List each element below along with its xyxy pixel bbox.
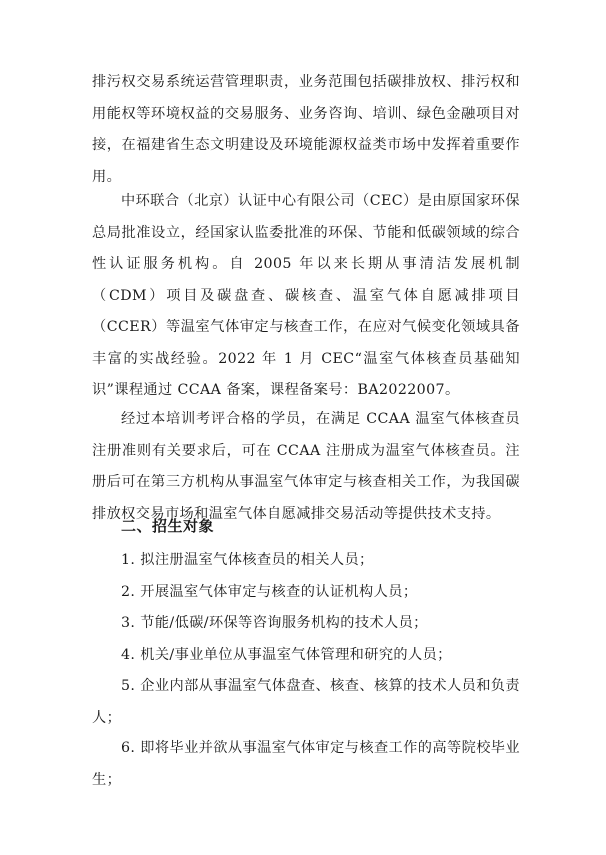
list-item: 5. 企业内部从事温室气体盘查、核查、核算的技术人员和负责人； <box>92 678 520 726</box>
paragraph-registration: 经过本培训考评合格的学员，在满足 CCAA 温室气体核查员注册准则有关要求后，可在 CCAA 注册成为温室气体核查员。注册后可在第三方机构从事温室气体审定与核查相关工作，为我国碳排放权交易市场和温室气体自愿减排交易活动等提供技术支持。 <box>92 411 520 522</box>
list-item: 1. 拟注册温室气体核查员的相关人员； <box>121 552 374 568</box>
list-item: 4. 机关/事业单位从事温室气体管理和研究的人员； <box>121 647 452 663</box>
list-item: 2. 开展温室气体审定与核查的认证机构人员； <box>121 584 418 600</box>
list-item: 6. 即将毕业并欲从事温室气体审定与核查工作的高等院校毕业生； <box>92 740 520 788</box>
paragraph-cec-intro: 中环联合（北京）认证中心有限公司（CEC）是由原国家环保总局批准设立，经国家认监委批准的环保、节能和低碳领域的综合性认证服务机构。自 2005 年以来长期从事清洁发展机制（CDM）项目及碳盘查、碳核查、温室气体自愿减排项目（CCER）等温室气体审定与核查工作，在应对气候变化领域具备丰富的实战经验。2022 年 1 月 CEC“温室气体核查员基础知识”课程通过 CCAA 备案，课程备案号：BA2022007。 <box>92 193 520 398</box>
section-heading-enrollment: 二、招生对象 <box>121 517 215 535</box>
paragraph-exchange-intro: 排污权交易系统运营管理职责，业务范围包括碳排放权、排污权和用能权等环境权益的交易服务、业务咨询、培训、绿色金融项目对接，在福建省生态文明建设及环境能源权益类市场中发挥着重要作用。 <box>92 74 520 185</box>
list-item: 3. 节能/低碳/环保等咨询服务机构的技术人员； <box>121 615 428 631</box>
